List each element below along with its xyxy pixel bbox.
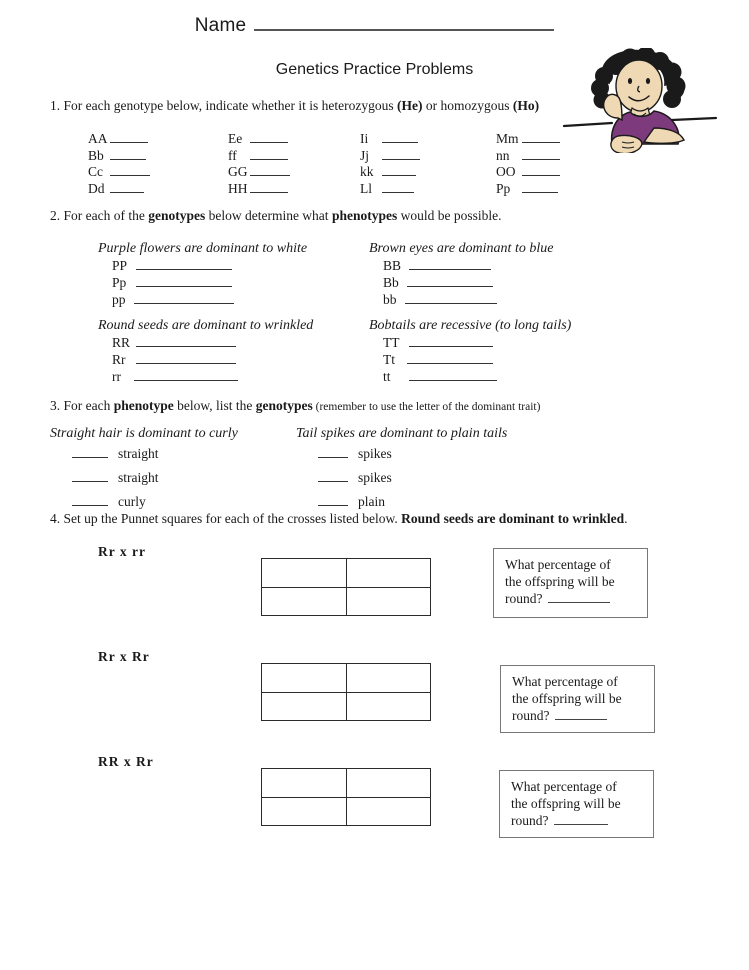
trait-genotype-label: Tt (383, 352, 395, 367)
genotype-row (360, 130, 420, 147)
pheno-row (50, 466, 238, 490)
genotype-row (88, 180, 150, 197)
genotype-answer-blank[interactable] (382, 147, 420, 160)
question-box-line1: What percentage of (505, 557, 611, 572)
genotype-column-4 (496, 130, 560, 196)
genotype-row (228, 180, 290, 197)
trait-genotype-label: rr (112, 369, 121, 384)
question-2-prompt (50, 208, 501, 224)
trait-answer-blank[interactable] (134, 291, 234, 304)
question-2-bold-genotypes: genotypes (148, 208, 206, 223)
genotype-label: Ii (360, 131, 369, 146)
question-box-line2: the offspring will be (511, 796, 621, 811)
pheno-answer-blank[interactable] (318, 469, 348, 482)
trait-row (98, 334, 313, 351)
question-3-bold-genotypes: genotypes (255, 398, 313, 413)
question-1-text-a: For each genotype below, indicate whether it is heterozygous (63, 98, 398, 113)
trait-genotype-label: Pp (112, 275, 127, 290)
trait-genotype-label: RR (112, 335, 131, 350)
question-box-line3: round? (505, 591, 543, 606)
trait-answer-blank[interactable] (405, 291, 497, 304)
genotype-row (228, 130, 290, 147)
genotype-row (496, 147, 560, 164)
genotype-label: Pp (496, 180, 511, 196)
question-3-text-c: (remember to use the letter of the dominant trait) (312, 401, 541, 413)
genotype-row (360, 180, 420, 197)
question-box-line3-row (512, 707, 645, 724)
question-1-bold-ho: (Ho) (512, 98, 540, 113)
trait-genotype-label: BB (383, 258, 402, 273)
trait-row (369, 334, 571, 351)
question-2-number: 2. (50, 208, 61, 223)
question-box-line3-row (505, 590, 638, 607)
question-2-text-c: would be possible. (397, 208, 502, 223)
genotype-row (228, 147, 290, 164)
percentage-answer-blank[interactable] (554, 812, 608, 825)
trait-heading: Bobtails are recessive (to long tails) (369, 318, 572, 333)
pheno-answer-blank[interactable] (72, 445, 108, 458)
trait-row (369, 257, 553, 274)
pheno-row (50, 442, 238, 466)
genotype-label: AA (88, 131, 108, 146)
trait-row (369, 274, 553, 291)
trait-answer-blank[interactable] (409, 334, 493, 347)
pheno-label: straight (118, 446, 159, 461)
genotype-label: Mm (496, 131, 519, 146)
genotype-row (360, 147, 420, 164)
question-4-text-a: Set up the Punnet squares for each of the crosses listed below. (63, 511, 402, 526)
cross-label-1: Rr x rr (98, 544, 146, 559)
genotype-label: ff (228, 147, 237, 163)
trait-genotype-label: Bb (383, 275, 399, 290)
question-box-line2: the offspring will be (505, 574, 615, 589)
question-1-bold-he: (He) (397, 98, 423, 113)
question-box-line1: What percentage of (512, 674, 618, 689)
genotype-row (360, 163, 420, 180)
trait-row (98, 257, 307, 274)
trait-heading: Purple flowers are dominant to white (98, 241, 308, 256)
punnett-square-1[interactable] (261, 558, 431, 616)
genotype-label: HH (228, 180, 248, 196)
pheno-answer-blank[interactable] (318, 493, 348, 506)
cross-label-3: RR x Rr (98, 754, 154, 769)
genotype-label: OO (496, 164, 516, 179)
pheno-label: spikes (358, 446, 392, 461)
question-box-1 (493, 548, 648, 618)
trait-row (369, 291, 553, 308)
name-blank-line[interactable] (254, 12, 554, 31)
cross-label-2: Rr x Rr (98, 649, 150, 664)
thinking-girl-illustration (560, 48, 720, 153)
genotype-row (88, 147, 150, 164)
trait-heading: Brown eyes are dominant to blue (369, 241, 554, 256)
genotype-answer-blank[interactable] (250, 163, 290, 176)
question-box-2 (500, 665, 655, 733)
question-3-number: 3. (50, 398, 61, 413)
question-1-number: 1. (50, 98, 61, 113)
genotype-label: Jj (360, 147, 370, 163)
question-3-bold-phenotype: phenotype (113, 398, 174, 413)
genotype-label: Dd (88, 180, 105, 196)
genotype-label: GG (228, 164, 248, 179)
percentage-answer-blank[interactable] (555, 707, 607, 720)
trait-row (369, 351, 571, 368)
trait-block-bobtails (369, 318, 571, 385)
trait-answer-blank[interactable] (409, 368, 497, 381)
question-4-number: 4. (50, 511, 61, 526)
genotype-label: kk (360, 164, 374, 179)
pheno-block-straight-hair (50, 426, 238, 514)
genotype-answer-blank[interactable] (250, 180, 288, 193)
question-box-line3-row (511, 812, 644, 829)
trait-answer-blank[interactable] (134, 368, 238, 381)
genotype-answer-blank[interactable] (522, 180, 558, 193)
trait-answer-blank[interactable] (409, 257, 491, 270)
genotype-answer-blank[interactable] (110, 130, 148, 143)
pheno-block-tail-spikes (296, 426, 507, 514)
genotype-row (496, 130, 560, 147)
punnett-square-2[interactable] (261, 663, 431, 721)
trait-answer-blank[interactable] (407, 351, 493, 364)
trait-genotype-label: bb (383, 292, 397, 307)
question-box-3 (499, 770, 654, 838)
pheno-answer-blank[interactable] (72, 493, 108, 506)
question-4-text-b: . (624, 511, 628, 526)
trait-answer-blank[interactable] (407, 274, 493, 287)
trait-answer-blank[interactable] (136, 274, 232, 287)
question-4-prompt (50, 511, 627, 527)
pheno-label: curly (118, 494, 146, 509)
trait-block-brown-eyes (369, 241, 553, 308)
genotype-answer-blank[interactable] (250, 147, 288, 160)
trait-answer-blank[interactable] (136, 334, 236, 347)
trait-row (369, 368, 571, 385)
question-3-text-b: below, list the (173, 398, 256, 413)
pheno-row (296, 466, 507, 490)
genotype-answer-blank[interactable] (382, 180, 414, 193)
trait-row (98, 368, 313, 385)
genotype-column-1 (88, 130, 150, 196)
question-2-bold-phenotypes: phenotypes (331, 208, 398, 223)
pheno-heading: Tail spikes are dominant to plain tails (296, 426, 508, 441)
name-label: Name (194, 15, 247, 36)
trait-genotype-label: pp (112, 292, 126, 307)
trait-row (98, 274, 307, 291)
trait-genotype-label: Rr (112, 352, 126, 367)
question-1-text-b: or homozygous (422, 98, 513, 113)
question-2-text-b: below determine what (205, 208, 332, 223)
genotype-answer-blank[interactable] (110, 147, 146, 160)
question-2-text-a: For each of the (63, 208, 149, 223)
genotype-answer-blank[interactable] (522, 147, 560, 160)
genotype-label: Ll (360, 180, 372, 196)
trait-genotype-label: tt (383, 369, 391, 384)
genotype-label: Cc (88, 164, 103, 179)
question-box-line3: round? (512, 708, 550, 723)
trait-block-purple-flowers (98, 241, 307, 308)
genotype-label: nn (496, 147, 510, 163)
question-3-text-a: For each (63, 398, 114, 413)
genotype-answer-blank[interactable] (110, 180, 144, 193)
genotype-answer-blank[interactable] (250, 130, 288, 143)
trait-block-round-seeds (98, 318, 313, 385)
question-4-bold-round-seeds: Round seeds are dominant to wrinkled (401, 511, 625, 526)
genotype-row (496, 163, 560, 180)
question-1-prompt (50, 98, 539, 114)
genotype-answer-blank[interactable] (522, 130, 560, 143)
punnett-horizontal-divider (262, 797, 430, 798)
genotype-answer-blank[interactable] (382, 163, 416, 176)
trait-row (98, 291, 307, 308)
genotype-row (228, 163, 290, 180)
genotype-column-2 (228, 130, 290, 196)
pheno-label: spikes (358, 470, 392, 485)
name-field-row (0, 12, 749, 37)
genotype-label: Ee (228, 131, 243, 146)
pheno-answer-blank[interactable] (72, 469, 108, 482)
pheno-label: straight (118, 470, 159, 485)
trait-answer-blank[interactable] (136, 257, 232, 270)
punnett-horizontal-divider (262, 692, 430, 693)
genotype-answer-blank[interactable] (522, 163, 560, 176)
trait-heading: Round seeds are dominant to wrinkled (98, 318, 314, 333)
question-box-line1: What percentage of (511, 779, 617, 794)
genotype-label: Bb (88, 147, 104, 163)
percentage-answer-blank[interactable] (548, 590, 610, 603)
question-3-prompt (50, 398, 540, 414)
pheno-label: plain (358, 494, 385, 509)
pheno-answer-blank[interactable] (318, 445, 348, 458)
pheno-heading: Straight hair is dominant to curly (50, 426, 238, 441)
punnett-square-3[interactable] (261, 768, 431, 826)
genotype-column-3 (360, 130, 420, 196)
genotype-answer-blank[interactable] (110, 163, 150, 176)
punnett-horizontal-divider (262, 587, 430, 588)
question-box-line2: the offspring will be (512, 691, 622, 706)
trait-genotype-label: PP (112, 258, 128, 273)
pheno-row (296, 442, 507, 466)
genotype-answer-blank[interactable] (382, 130, 418, 143)
trait-genotype-label: TT (383, 335, 400, 350)
genotype-row (88, 130, 150, 147)
trait-row (98, 351, 313, 368)
trait-answer-blank[interactable] (136, 351, 236, 364)
question-box-line3: round? (511, 813, 549, 828)
genotype-row (496, 180, 560, 197)
page-title: Genetics Practice Problems (275, 61, 474, 78)
genotype-row (88, 163, 150, 180)
